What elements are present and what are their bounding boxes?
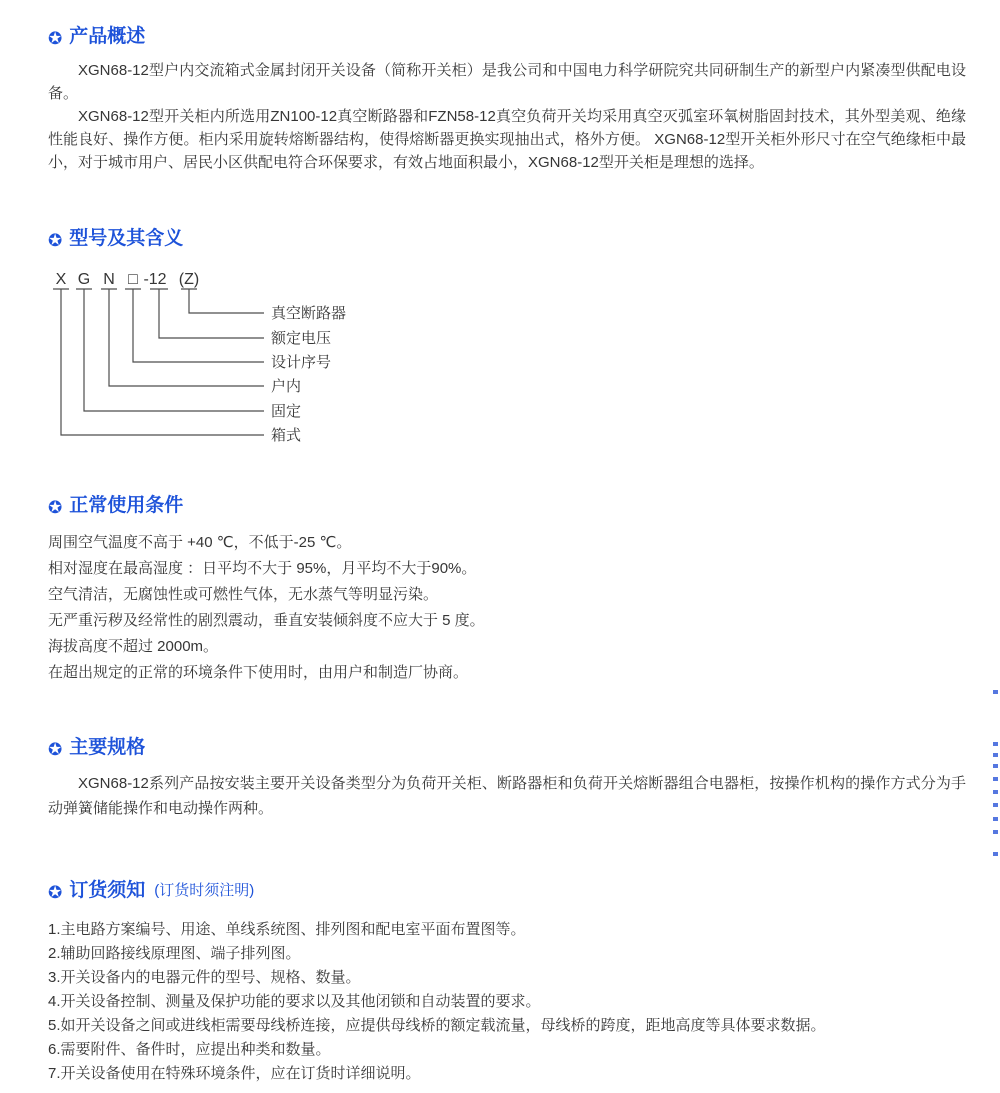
ordering-item: 4.开关设备控制、测量及保护功能的要求以及其他闭锁和自动装置的要求。: [48, 993, 541, 1010]
page-edge-artifact: [993, 830, 998, 834]
model-code-segment: □: [128, 271, 138, 288]
condition-line: 空气清洁，无腐蚀性或可燃性气体，无水蒸气等明显污染。: [48, 586, 439, 603]
overview-paragraph-2: XGN68-12型开关柜内所选用ZN100-12真空断路器和FZN58-12真空负荷开关均采用真空灭弧室环氧树脂固封技术，其外型美观、绝缘性能良好、操作方便。柜内采用旋转熔断器结构，使得熔断器更换实现抽出式，格外方便。 XGN68-12型开关柜外形尺寸在空气绝缘柜中最小，对于城市用户、居民小区供配电符合环保要求，有效占地面积最小，XGN68-12型开关柜是理想的选择。: [48, 108, 966, 171]
condition-line: 在超出规定的正常的环境条件下使用时，由用户和制造厂协商。: [48, 664, 469, 681]
section-title-overview: [48, 26, 966, 48]
diagram-connector: [189, 289, 264, 313]
section-model-meaning: [48, 228, 966, 450]
model-meaning-label: 额定电压: [271, 330, 332, 347]
condition-line: 周围空气温度不高于 +40 ℃，不低于-25 ℃。: [48, 534, 352, 551]
star-bullet-icon: ✪: [48, 230, 63, 250]
overview-paragraphs: [48, 59, 966, 174]
page-edge-artifact: [993, 852, 998, 856]
model-meaning-label: 真空断路器: [271, 305, 347, 322]
ordering-list: [48, 918, 966, 1086]
section-ordering-notes: [48, 880, 966, 1086]
ordering-item: 7.开关设备使用在特殊环境条件，应在订货时详细说明。: [48, 1065, 421, 1082]
condition-line: 相对湿度在最高湿度 ：日平均不大于 95%，月平均不大于90%。: [48, 560, 477, 577]
model-meaning-label: 设计序号: [271, 354, 332, 371]
model-code-segment: N: [103, 271, 115, 288]
diagram-connector: [133, 289, 264, 362]
section-title-model: [48, 228, 966, 250]
condition-line: 无严重污秽及经常性的剧烈震动，垂直安装倾斜度不应大于 5 度。: [48, 612, 485, 629]
section-title-text: 主要规格: [69, 737, 146, 758]
section-title-ordering: [48, 880, 966, 902]
diagram-connector: [84, 289, 264, 411]
ordering-item: 2.辅助回路接线原理图、端子排列图。: [48, 945, 301, 962]
section-title-conditions: [48, 495, 966, 517]
page-edge-artifact: [993, 803, 998, 807]
star-bullet-icon: ✪: [48, 28, 63, 48]
section-title-text: 订货须知: [69, 880, 146, 901]
overview-paragraph-1: XGN68-12型户内交流箱式金属封闭开关设备（简称开关柜）是我公司和中国电力科学研院究共同研制生产的新型户内紧凑型供配电设备。: [48, 62, 966, 102]
section-service-conditions: [48, 495, 966, 686]
ordering-item: 6.需要附件、备件时，应提出种类和数量。: [48, 1041, 331, 1058]
model-code-segment: G: [77, 271, 91, 288]
section-title-text: 型号及其含义: [69, 228, 184, 249]
section-main-specs: [48, 737, 966, 836]
condition-list: [48, 530, 966, 686]
ordering-item: 1.主电路方案编号、用途、单线系统图、排列图和配电室平面布置图等。: [48, 921, 526, 938]
ordering-item: 3.开关设备内的电器元件的型号、规格、数量。: [48, 969, 361, 986]
section-product-overview: [48, 26, 966, 174]
page-edge-artifact: [993, 764, 998, 768]
page-edge-artifact: [993, 790, 998, 794]
condition-line: 海拔高度不超过 2000m。: [48, 638, 219, 655]
model-code-segment: -12: [143, 271, 167, 288]
specs-paragraph: XGN68-12系列产品按安装主要开关设备类型分为负荷开关柜、断路器柜和负荷开关熔断器组合电器柜，按操作机构的操作方式分为手动弹簧储能操作和电动操作两种。: [48, 775, 966, 817]
model-meaning-label: 户内: [271, 378, 302, 395]
section-title-text: 产品概述: [69, 26, 146, 47]
section-title-specs: [48, 737, 966, 759]
model-code-diagram: [50, 266, 390, 450]
model-code-segment: (Z): [178, 271, 200, 288]
model-meaning-label: 箱式: [271, 427, 302, 444]
star-bullet-icon: ✪: [48, 739, 63, 759]
page-edge-artifact: [993, 753, 998, 757]
page-edge-artifact: [993, 690, 998, 694]
section-title-text: 正常使用条件: [69, 495, 184, 516]
page-edge-artifact: [993, 817, 998, 821]
star-bullet-icon: ✪: [48, 497, 63, 517]
page-edge-artifact: [993, 742, 998, 746]
star-bullet-icon: ✪: [48, 882, 63, 902]
page-edge-artifact: [993, 777, 998, 781]
ordering-item: 5.如开关设备之间或进线柜需要母线桥连接，应提供母线桥的额定载流量，母线桥的跨度，距地高度等具体要求数据。: [48, 1017, 826, 1034]
model-meaning-label: 固定: [271, 403, 302, 420]
section-subtitle-text: (订货时须注明): [154, 882, 255, 899]
model-code-segment: X: [55, 271, 67, 288]
